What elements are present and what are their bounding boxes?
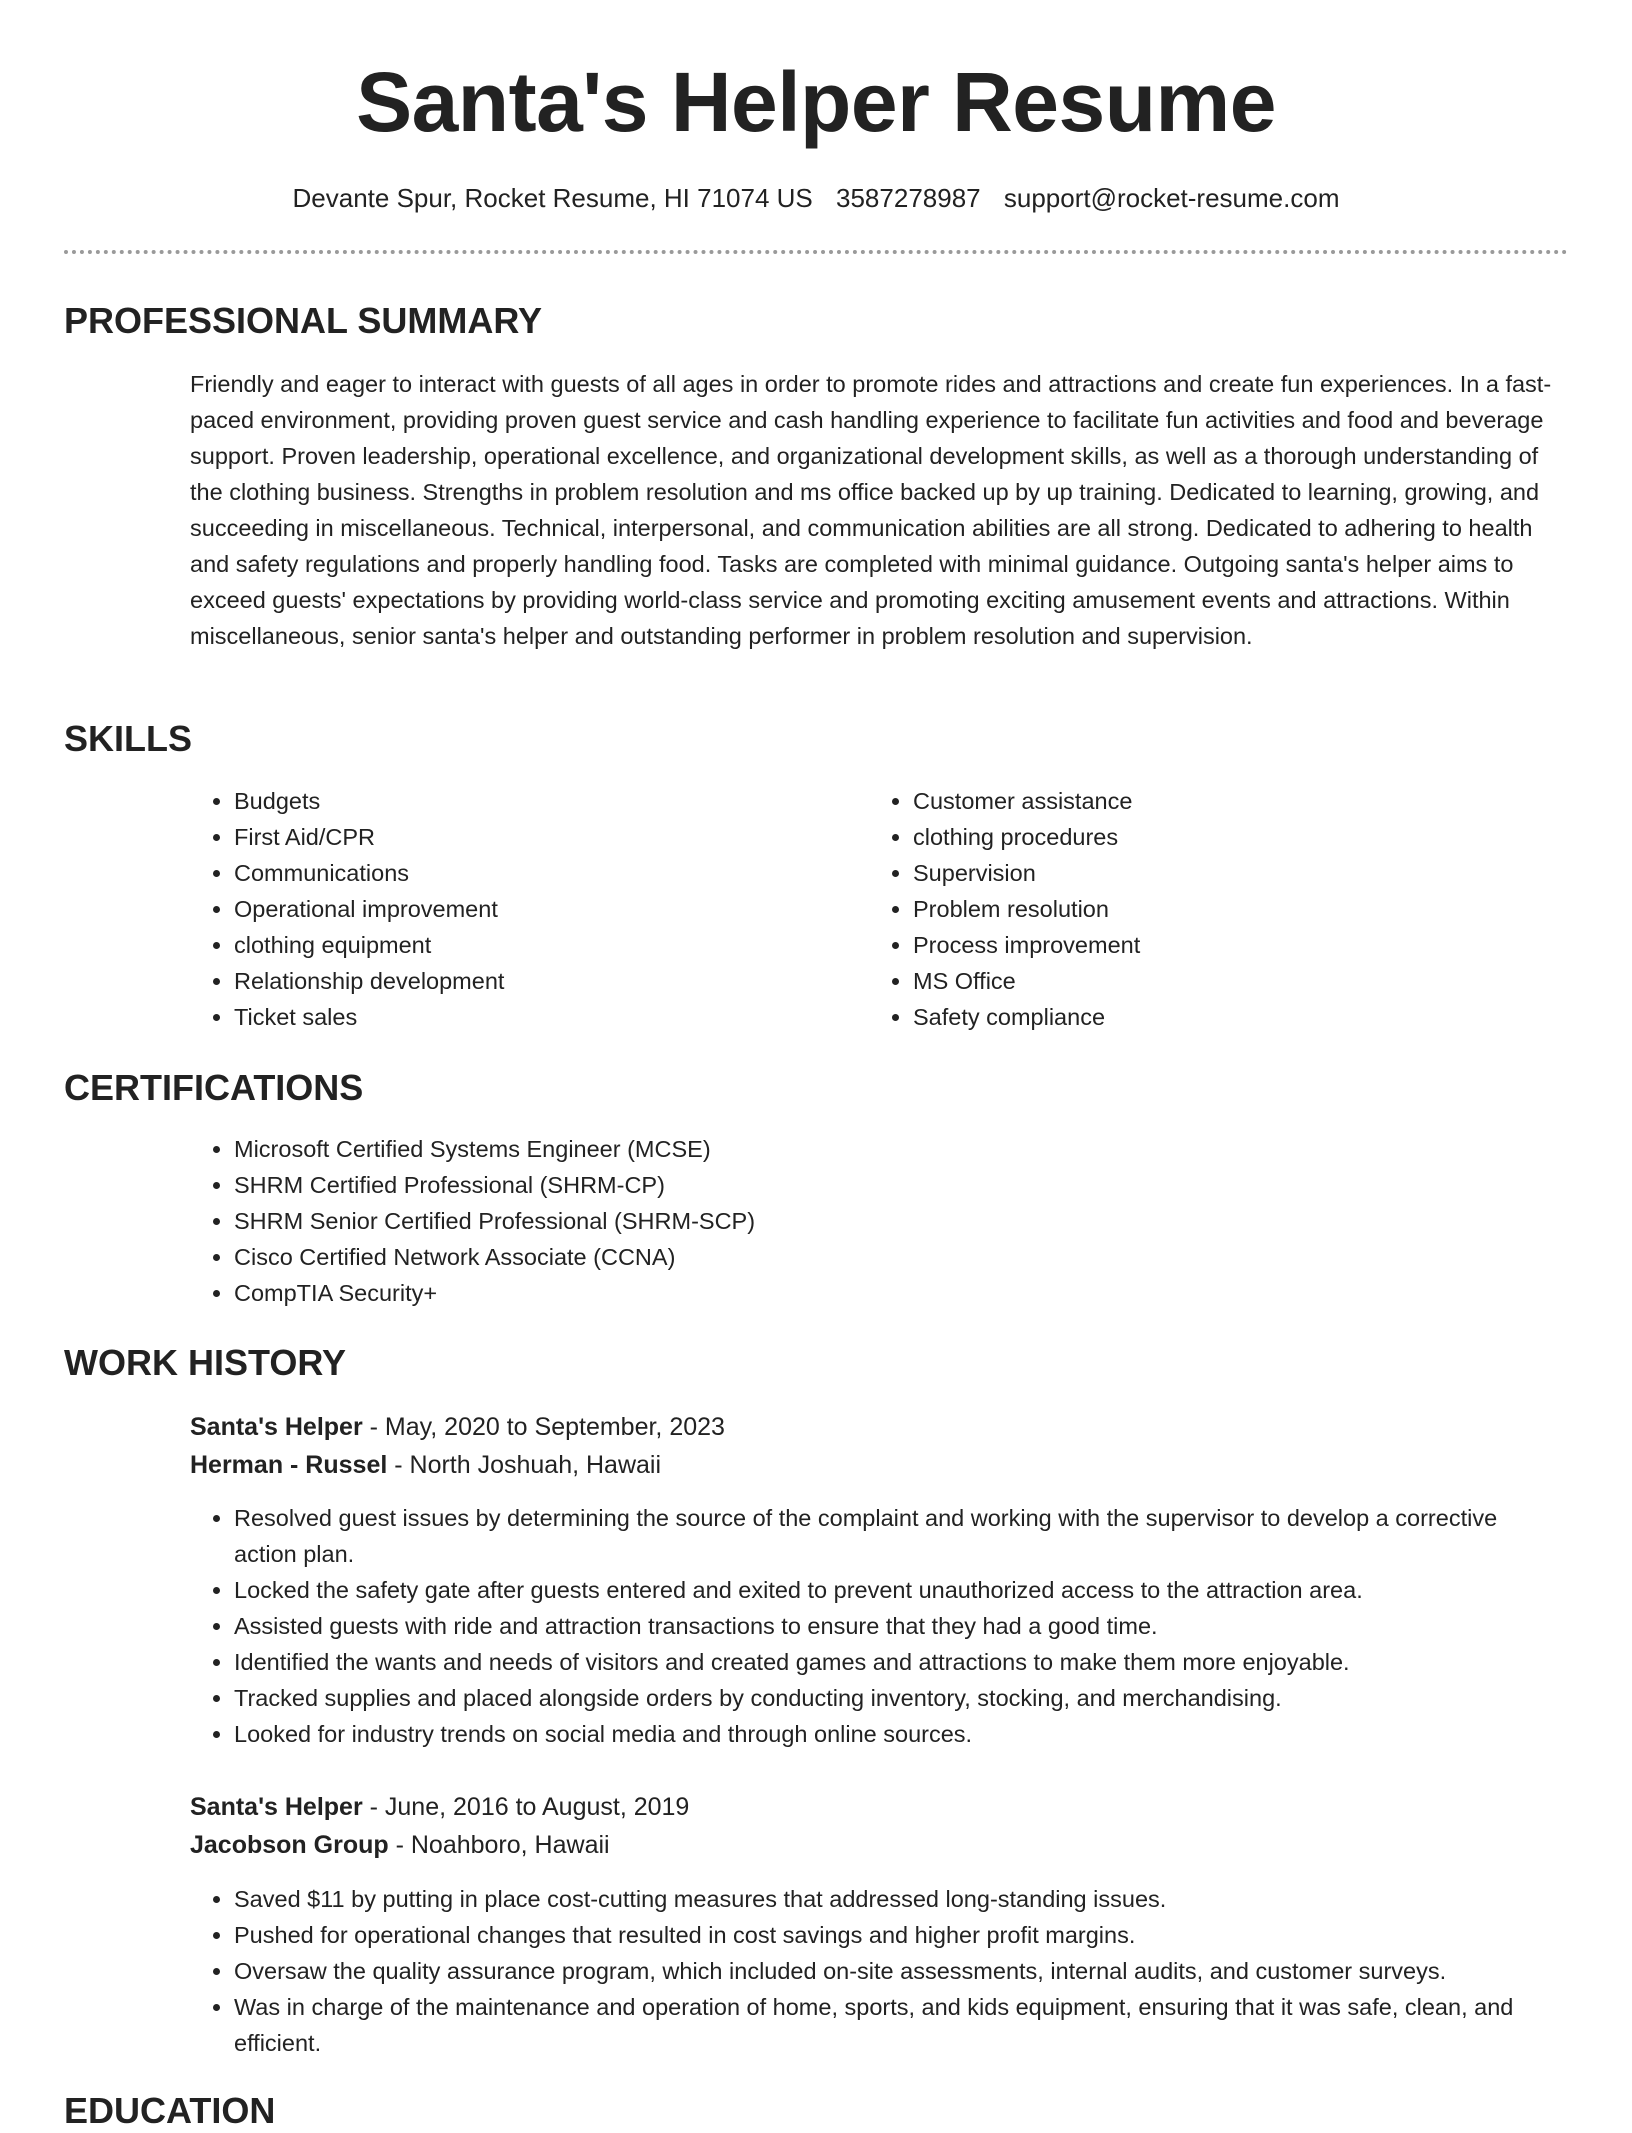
job-company-line [190, 1826, 610, 1864]
job-bullet: • Oversaw the quality assurance program, which included on-site assessments, internal audits, and customer surveys. [234, 1953, 1594, 1989]
resume-title: Santa's Helper Resume [356, 55, 1276, 149]
skills-list-right [869, 783, 1533, 1035]
job-bullet: • Resolved guest issues by determining the source of the complaint and working with the supervisor to develop a corrective action plan. [234, 1500, 1552, 1572]
section-heading-work-history: WORK HISTORY [64, 1342, 347, 1383]
section-heading-education: EDUCATION [64, 2090, 276, 2131]
contact-address: Devante Spur, Rocket Resume, HI 71074 US [292, 183, 813, 213]
skill-item: • Safety compliance [913, 999, 1533, 1035]
job-company: Herman - Russel [190, 1451, 388, 1479]
skill-item: • clothing procedures [913, 819, 1533, 855]
job-bullet: • Looked for industry trends on social media and through online sources. [234, 1716, 1552, 1752]
job-bullet: • Assisted guests with ride and attraction transactions to ensure that they had a good time. [234, 1608, 1552, 1644]
job-bullet: • Saved $11 by putting in place cost-cutting measures that addressed long-standing issues. [234, 1881, 1594, 1917]
certification-item: • CompTIA Security+ [234, 1275, 1534, 1311]
skill-item: • clothing equipment [234, 927, 854, 963]
skill-item: • Process improvement [913, 927, 1533, 963]
job-title: Santa's Helper [190, 1413, 363, 1441]
certification-item: • SHRM Senior Certified Professional (SHRM-SCP) [234, 1203, 1534, 1239]
skill-item: • Budgets [234, 783, 854, 819]
job-title-line [190, 1408, 725, 1446]
skill-item: • Customer assistance [913, 783, 1533, 819]
job-title-line [190, 1788, 689, 1826]
certification-item: • SHRM Certified Professional (SHRM-CP) [234, 1167, 1534, 1203]
job-bullet: • Was in charge of the maintenance and operation of home, sports, and kids equipment, ensuring that it was safe, clean, and efficient. [234, 1989, 1594, 2061]
skills-list-left [190, 783, 854, 1035]
section-heading-certifications: CERTIFICATIONS [64, 1067, 364, 1108]
job-location: - Noahboro, Hawaii [388, 1831, 610, 1859]
job-bullets [190, 1881, 1594, 2061]
job-title: Santa's Helper [190, 1793, 363, 1821]
skill-item: • First Aid/CPR [234, 819, 854, 855]
job-dates: - June, 2016 to August, 2019 [362, 1793, 690, 1821]
skill-item: • Relationship development [234, 963, 854, 999]
job-company-line [190, 1446, 661, 1484]
header-divider [64, 250, 1568, 254]
skill-item: • Operational improvement [234, 891, 854, 927]
job-dates: - May, 2020 to September, 2023 [362, 1413, 725, 1441]
contact-email: support@rocket-resume.com [1003, 183, 1340, 213]
summary-text: Friendly and eager to interact with guests of all ages in order to promote rides and attractions and create fun experiences. In a fast-paced environment, providing proven guest service and cash handling experience to facilitate fun activities and food and beverage support. Proven leadership, operational excellence, and organizational development skills, as well as a thorough understanding of the clothing business. Strengths in problem resolution and ms office backed up by up training. Dedicated to learning, growing, and succeeding in miscellaneous. Technical, interpersonal, and communication abilities are all strong. Dedicated to adhering to health and safety regulations and properly handling food. Tasks are completed with minimal guidance. Outgoing santa's helper aims to exceed guests' expectations by providing world-class service and promoting exciting amusement events and attractions. Within miscellaneous, senior santa's helper and outstanding performer in problem resolution and supervision. [190, 371, 1552, 649]
certification-item: • Cisco Certified Network Associate (CCNA) [234, 1239, 1534, 1275]
section-heading-summary: PROFESSIONAL SUMMARY [64, 300, 543, 341]
job-location: - North Joshuah, Hawaii [387, 1451, 662, 1479]
skill-item: • Supervision [913, 855, 1533, 891]
job-bullet: • Identified the wants and needs of visitors and created games and attractions to make them more enjoyable. [234, 1644, 1552, 1680]
job-bullet: • Tracked supplies and placed alongside orders by conducting inventory, stocking, and merchandising. [234, 1680, 1552, 1716]
job-bullets [190, 1500, 1552, 1752]
contact-phone: 3587278987 [836, 183, 981, 213]
job-company: Jacobson Group [190, 1831, 389, 1859]
contact-line [0, 180, 1632, 216]
skill-item: • MS Office [913, 963, 1533, 999]
certification-item: • Microsoft Certified Systems Engineer (MCSE) [234, 1131, 1534, 1167]
job-bullet: • Locked the safety gate after guests entered and exited to prevent unauthorized access to the attraction area. [234, 1572, 1552, 1608]
certifications-list [190, 1131, 1534, 1311]
skill-item: • Problem resolution [913, 891, 1533, 927]
skill-item: • Ticket sales [234, 999, 854, 1035]
section-heading-skills: SKILLS [64, 718, 193, 759]
skill-item: • Communications [234, 855, 854, 891]
job-bullet: • Pushed for operational changes that resulted in cost savings and higher profit margins. [234, 1917, 1594, 1953]
